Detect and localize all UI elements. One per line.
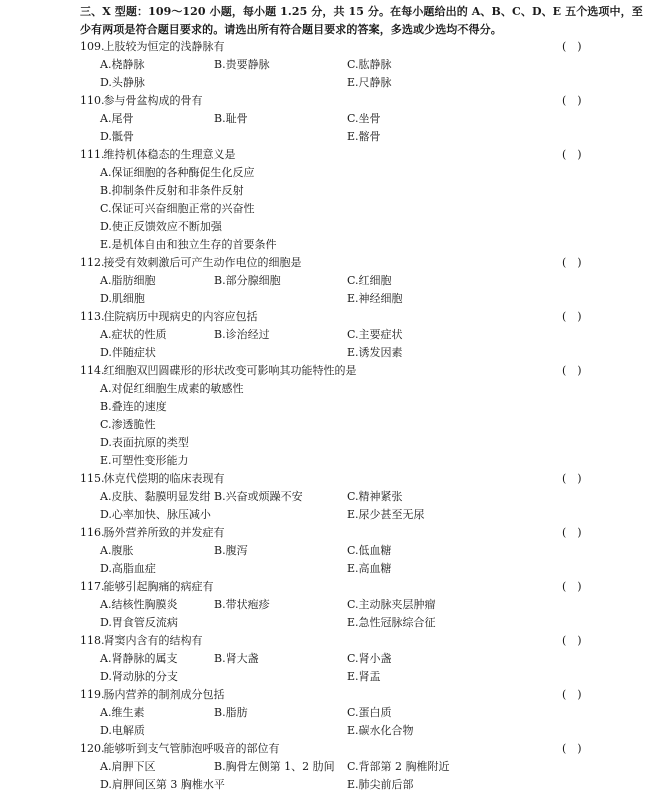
question-number: 118. <box>80 634 105 647</box>
section-instructions <box>80 3 643 39</box>
answer-bracket: ( ) <box>562 40 582 53</box>
option-b: B.带状疱疹 <box>214 598 270 611</box>
option-e: E.急性冠脉综合征 <box>347 616 436 629</box>
question-number: 113. <box>80 310 105 323</box>
option-a: A.对促红细胞生成素的敏感性 <box>100 382 244 395</box>
question-text: 参与骨盆构成的骨有 <box>103 94 203 107</box>
question-text: 肾窦内含有的结构有 <box>103 634 203 647</box>
question-text: 住院病历中现病史的内容应包括 <box>103 310 258 323</box>
instructions-line-1: 三、X 型题：109～120 小题，每小题 1.25 分，共 15 分。在每小题给出的 A、B、C、D、E 五个选项中，至 <box>80 5 643 18</box>
question-number: 116. <box>80 526 105 539</box>
option-a: A.结核性胸膜炎 <box>100 598 178 611</box>
option-d: D.使正反馈效应不断加强 <box>100 220 222 233</box>
question-number: 109. <box>80 40 105 53</box>
answer-bracket: ( ) <box>562 580 582 593</box>
option-b: B.胸骨左侧第 1、2 肋间 <box>214 760 335 773</box>
option-c: C.低血糖 <box>347 544 392 557</box>
option-a: A.维生素 <box>100 706 145 719</box>
answer-bracket: ( ) <box>562 256 582 269</box>
option-a: A.桡静脉 <box>100 58 145 71</box>
question-number: 114. <box>80 364 105 377</box>
option-b: B.诊治经过 <box>214 328 270 341</box>
question-text: 肠外营养所致的并发症有 <box>103 526 225 539</box>
option-b: B.贵要静脉 <box>214 58 270 71</box>
answer-bracket: ( ) <box>562 94 582 107</box>
option-b: B.兴奋或烦躁不安 <box>214 490 303 503</box>
option-e: E.髂骨 <box>347 130 381 143</box>
option-c: C.主要症状 <box>347 328 403 341</box>
option-c: C.精神紧张 <box>347 490 403 503</box>
question-number: 117. <box>80 580 105 593</box>
option-c: C.肱静脉 <box>347 58 392 71</box>
answer-bracket: ( ) <box>562 634 582 647</box>
question-text: 休克代偿期的临床表现有 <box>103 472 225 485</box>
option-a: A.腹胀 <box>100 544 134 557</box>
option-c: C.主动脉夹层肿瘤 <box>347 598 436 611</box>
answer-bracket: ( ) <box>562 310 582 323</box>
question-text: 能够听到支气管肺泡呼吸音的部位有 <box>103 742 280 755</box>
question-number: 119. <box>80 688 105 701</box>
option-e: E.肺尖前后部 <box>347 778 414 791</box>
question-stem <box>80 740 280 758</box>
answer-bracket: ( ) <box>562 688 582 701</box>
option-e: E.肾盂 <box>347 670 381 683</box>
option-e: E.神经细胞 <box>347 292 403 305</box>
option-e: E.诱发因素 <box>347 346 403 359</box>
option-b: B.肾大盏 <box>214 652 259 665</box>
option-b: B.抑制条件反射和非条件反射 <box>100 184 244 197</box>
option-d: D.伴随症状 <box>100 346 156 359</box>
question-text: 上肢较为恒定的浅静脉有 <box>103 40 225 53</box>
option-a: A.脂肪细胞 <box>100 274 156 287</box>
question-stem <box>80 92 203 110</box>
option-e: E.尿少甚至无尿 <box>347 508 425 521</box>
question-number: 111. <box>80 148 105 161</box>
option-c: C.背部第 2 胸椎附近 <box>347 760 450 773</box>
question-stem <box>80 254 302 272</box>
option-b: B.腹泻 <box>214 544 248 557</box>
option-d: D.肾动脉的分支 <box>100 670 178 683</box>
answer-bracket: ( ) <box>562 364 582 377</box>
question-text: 红细胞双凹圆碟形的形状改变可影响其功能特性的是 <box>103 364 357 377</box>
question-stem <box>80 38 225 56</box>
option-e: E.碳水化合物 <box>347 724 414 737</box>
option-d: D.高脂血症 <box>100 562 156 575</box>
answer-bracket: ( ) <box>562 472 582 485</box>
question-number: 112. <box>80 256 105 269</box>
option-e: E.尺静脉 <box>347 76 392 89</box>
answer-bracket: ( ) <box>562 148 582 161</box>
question-text: 维持机体稳态的生理意义是 <box>103 148 236 161</box>
question-number: 115. <box>80 472 105 485</box>
question-stem <box>80 686 225 704</box>
option-d: D.肌细胞 <box>100 292 145 305</box>
question-text: 肠内营养的制剂成分包括 <box>103 688 225 701</box>
option-b: B.耻骨 <box>214 112 248 125</box>
option-b: B.脂肪 <box>214 706 248 719</box>
option-a: A.肾静脉的属支 <box>100 652 178 665</box>
option-a: A.保证细胞的各种酶促生化反应 <box>100 166 255 179</box>
option-d: D.电解质 <box>100 724 145 737</box>
question-stem <box>80 470 225 488</box>
option-e: E.可塑性变形能力 <box>100 454 189 467</box>
question-number: 120. <box>80 742 105 755</box>
option-c: C.坐骨 <box>347 112 381 125</box>
option-a: A.肩胛下区 <box>100 760 156 773</box>
option-d: D.心率加快、脉压减小 <box>100 508 211 521</box>
option-d: D.肩胛间区第 3 胸椎水平 <box>100 778 225 791</box>
option-d: D.骶骨 <box>100 130 134 143</box>
option-d: D.表面抗原的类型 <box>100 436 189 449</box>
question-stem <box>80 524 225 542</box>
option-c: C.保证可兴奋细胞正常的兴奋性 <box>100 202 255 215</box>
question-stem <box>80 578 214 596</box>
answer-bracket: ( ) <box>562 526 582 539</box>
option-c: C.红细胞 <box>347 274 392 287</box>
option-d: D.头静脉 <box>100 76 145 89</box>
option-a: A.症状的性质 <box>100 328 167 341</box>
instructions-line-2: 少有两项是符合题目要求的。请选出所有符合题目要求的答案，多选或少选均不得分。 <box>80 23 502 36</box>
option-a: A.皮肤、黏膜明显发绀 <box>100 490 211 503</box>
option-b: B.叠连的速度 <box>100 400 167 413</box>
option-c: C.肾小盏 <box>347 652 392 665</box>
option-e: E.高血糖 <box>347 562 392 575</box>
option-c: C.蛋白质 <box>347 706 392 719</box>
question-text: 接受有效刺激后可产生动作电位的细胞是 <box>103 256 302 269</box>
option-a: A.尾骨 <box>100 112 134 125</box>
question-number: 110. <box>80 94 105 107</box>
option-e: E.是机体自由和独立生存的首要条件 <box>100 238 277 251</box>
question-stem <box>80 632 203 650</box>
question-stem <box>80 362 357 380</box>
question-stem <box>80 146 236 164</box>
option-b: B.部分腺细胞 <box>214 274 281 287</box>
question-text: 能够引起胸痛的病症有 <box>103 580 214 593</box>
answer-bracket: ( ) <box>562 742 582 755</box>
option-c: C.渗透脆性 <box>100 418 156 431</box>
question-stem <box>80 308 258 326</box>
option-d: D.胃食管反流病 <box>100 616 178 629</box>
